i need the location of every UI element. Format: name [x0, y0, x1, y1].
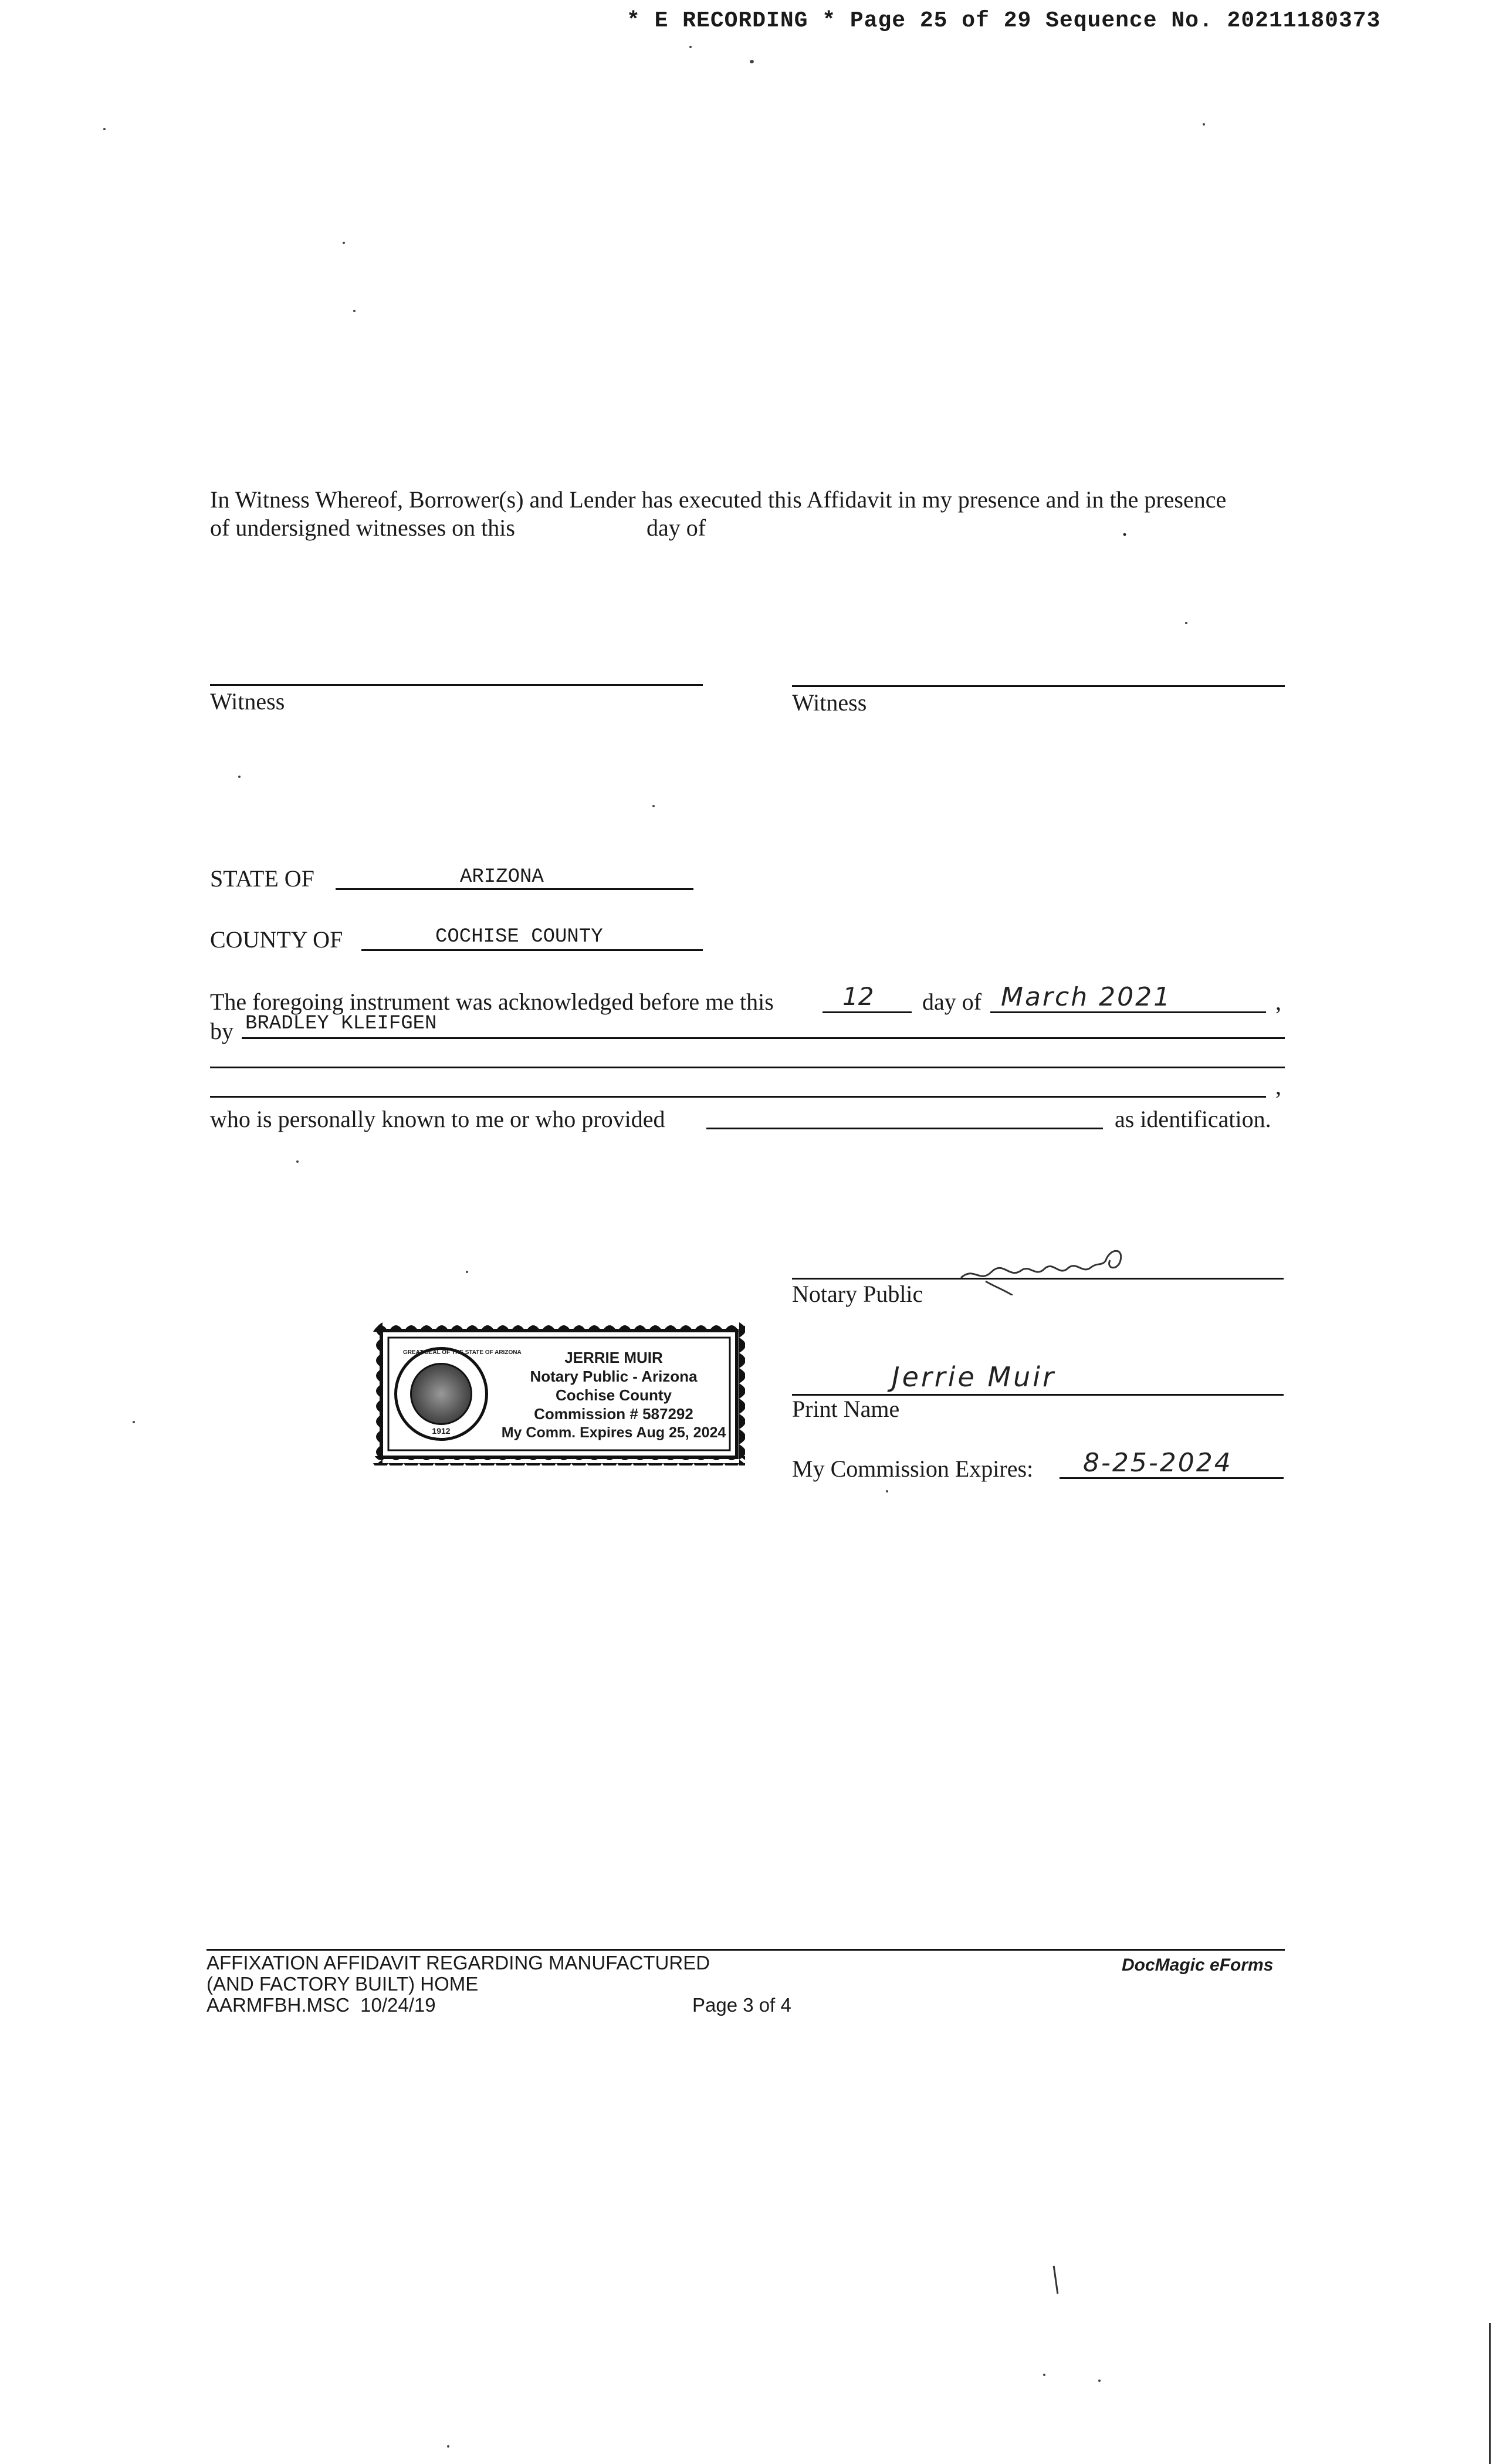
- commission-expires-value: 8-25-2024: [1083, 1448, 1233, 1478]
- scan-speck: [133, 1421, 135, 1423]
- blank-line-comma: ,: [1275, 1073, 1281, 1099]
- seal-expiration: My Comm. Expires Aug 25, 2024: [501, 1424, 726, 1441]
- witness-label-left: Witness: [210, 688, 285, 715]
- scan-speck: [1098, 2380, 1101, 2382]
- identification-line: [706, 1128, 1103, 1129]
- scan-speck: [1203, 123, 1205, 126]
- acknowledgment-text: The foregoing instrument was acknowledged before me this: [210, 989, 774, 1015]
- by-label: by: [210, 1018, 233, 1044]
- by-line: [242, 1037, 1285, 1039]
- scan-mark: [1053, 2266, 1059, 2294]
- scan-speck: [1185, 622, 1187, 624]
- notary-public-label: Notary Public: [792, 1281, 923, 1307]
- state-label: STATE OF: [210, 865, 314, 892]
- footer-form-title-line1: AFFIXATION AFFIDAVIT REGARDING MANUFACTURED: [207, 1952, 710, 1974]
- ack-day-line: [823, 1011, 912, 1013]
- notary-seal-stamp: [373, 1322, 745, 1465]
- ack-month-year: March 2021: [1001, 982, 1172, 1012]
- recording-header: * E RECORDING * Page 25 of 29 Sequence No. 20211180373: [627, 8, 1381, 33]
- scan-speck: [343, 242, 345, 244]
- known-text: who is personally known to me or who provided: [210, 1106, 665, 1132]
- docmagic-logo: DocMagic eForms: [1122, 1955, 1274, 1975]
- state-value: ARIZONA: [460, 866, 544, 888]
- seal-notary-name: JERRIE MUIR: [564, 1349, 663, 1366]
- scan-edge-mark: [1489, 2323, 1491, 2464]
- scan-speck: [886, 1490, 888, 1492]
- scan-speck: [353, 310, 356, 312]
- witness-paragraph-line1: In Witness Whereof, Borrower(s) and Lender has executed this Affidavit in my presence and in the presence: [210, 486, 1227, 513]
- identification-text: as identification.: [1115, 1106, 1271, 1132]
- footer-page-number: Page 3 of 4: [692, 1994, 791, 2016]
- footer-form-code: AARMFBH.MSC 10/24/19: [207, 1994, 436, 2016]
- seal-commission-number: Commission # 587292: [534, 1405, 693, 1423]
- scan-speck: [1043, 2374, 1045, 2376]
- witness-label-right: Witness: [792, 689, 867, 716]
- scan-speck: [447, 2445, 449, 2448]
- footer-form-title-line2: (AND FACTORY BUILT) HOME: [207, 1973, 479, 1995]
- seal-ring-text: GREAT SEAL OF THE STATE OF ARIZONA: [403, 1349, 522, 1356]
- county-label: COUNTY OF: [210, 926, 343, 953]
- witness-paragraph-period: .: [1122, 515, 1128, 541]
- witness-paragraph-day-of: day of: [647, 515, 706, 541]
- scan-speck: [750, 60, 754, 63]
- ack-day-value: 12: [842, 982, 874, 1011]
- seal-inner-ring: [410, 1363, 472, 1425]
- ack-comma: ,: [1275, 989, 1281, 1015]
- scan-speck: [296, 1160, 299, 1163]
- blank-line-1: [210, 1067, 1285, 1068]
- notary-signature-line: [792, 1278, 1284, 1280]
- scan-speck: [652, 805, 655, 807]
- witness-paragraph-line2-prefix: of undersigned witnesses on this: [210, 515, 515, 541]
- witness-signature-line-left: [210, 684, 703, 686]
- witness-signature-line-right: [792, 685, 1285, 687]
- footer-rule: [207, 1949, 1285, 1951]
- print-name-value: Jerrie Muir: [892, 1361, 1056, 1393]
- scan-speck: [689, 46, 692, 48]
- arizona-state-seal-icon: [394, 1347, 522, 1441]
- state-line: [336, 888, 693, 890]
- seal-year: 1912: [432, 1426, 451, 1436]
- seal-notary-title: Notary Public - Arizona: [530, 1368, 698, 1385]
- blank-line-2: [210, 1096, 1266, 1098]
- notary-signature: [956, 1243, 1150, 1295]
- scan-speck: [103, 128, 106, 130]
- county-line: [361, 949, 703, 951]
- seal-county: Cochise County: [556, 1386, 672, 1404]
- ack-day-of: day of: [922, 989, 982, 1015]
- print-name-label: Print Name: [792, 1396, 900, 1422]
- commission-expires-label: My Commission Expires:: [792, 1456, 1034, 1482]
- scan-speck: [466, 1271, 468, 1273]
- scan-speck: [238, 776, 241, 778]
- county-value: COCHISE COUNTY: [435, 926, 603, 948]
- by-value: BRADLEY KLEIFGEN: [245, 1013, 437, 1035]
